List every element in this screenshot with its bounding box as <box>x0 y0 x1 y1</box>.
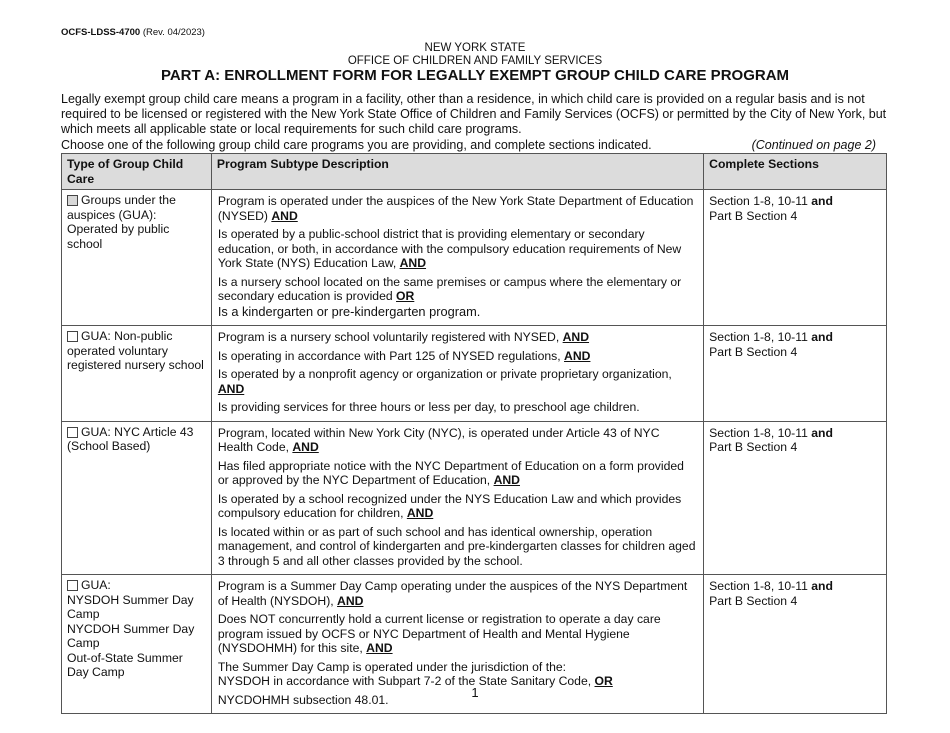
checkbox-gua-nursery-school[interactable] <box>67 331 78 342</box>
sections-keyword: and <box>811 330 833 344</box>
sections-cell <box>704 326 887 422</box>
keyword: AND <box>493 473 520 487</box>
type-cell <box>62 421 212 575</box>
description-text: Is a kindergarten or pre-kindergarten program. <box>217 303 481 319</box>
checkbox-gua-summer-day-camp[interactable] <box>67 580 78 591</box>
description-text: NYSDOH in accordance with Subpart 7-2 of the State Sanitary Code, <box>217 674 595 688</box>
intro-paragraph: Legally exempt group child care means a program in a facility, other than a residence, in which child care is provided on a regular basis and is not required to be licensed or registered with the New York State Office of Children and Family Services (OCFS) or permitted by the City of New York, but which meets all applicable state or local requirements for such child care programs. <box>61 92 887 136</box>
continued-note: (Continued on page 2) <box>751 138 876 152</box>
keyword: OR <box>396 289 415 303</box>
type-cell <box>62 326 212 422</box>
header-state: NEW YORK STATE <box>424 42 526 54</box>
type-label: Out-of-State Summer Day Camp <box>67 650 183 679</box>
keyword: AND <box>337 593 364 608</box>
description-text: Is a nursery school located on the same premises or campus where the elementary or secondary education is provided <box>217 274 682 303</box>
description-text: Is providing services for three hours or less per day, to preschool age children. <box>217 400 640 414</box>
type-label: GUA: <box>81 578 111 592</box>
type-label: Groups under the auspices (GUA): <box>67 193 176 222</box>
sections-part-b: Part B Section 4 <box>709 440 798 454</box>
type-label: NYSDOH Summer Day Camp <box>67 592 194 621</box>
description-text: Program is operated under the auspices of the New York State Department of Education (NYSED) <box>217 194 694 223</box>
page-title: PART A: ENROLLMENT FORM FOR LEGALLY EXEMPT GROUP CHILD CARE PROGRAM <box>160 67 790 84</box>
description-cell <box>211 190 703 326</box>
table-row <box>62 326 887 422</box>
description-text: Does NOT concurrently hold a current license or registration to operate a day care program issued by OCFS or NYC Department of Health and Mental Hygiene (NYSDOHMH) for this site, <box>217 612 661 655</box>
sections-keyword: and <box>811 579 833 593</box>
header-type: Type of Group Child Care <box>62 154 212 190</box>
sections-text: Section 1-8, 10-11 <box>709 425 812 440</box>
type-label: GUA: Non-public operated voluntary registered nursery school <box>67 329 204 372</box>
header-sections: Complete Sections <box>704 154 887 190</box>
type-label: NYCDOH Summer Day Camp <box>67 621 195 650</box>
keyword: AND <box>399 256 427 270</box>
keyword: AND <box>217 381 245 396</box>
program-table <box>61 153 887 714</box>
page-number: 1 <box>471 685 479 700</box>
description-text: Program, located within New York City (NYC), is operated under Article 43 of NYC Health Code, <box>217 425 660 454</box>
sections-cell <box>704 421 887 575</box>
sections-cell <box>704 190 887 326</box>
description-text: Program is a Summer Day Camp operating under the auspices of the NYS Department of Health (NYSDOH), <box>217 579 688 608</box>
checkbox-gua-public-school[interactable] <box>67 195 78 206</box>
checkbox-gua-nyc-article-43[interactable] <box>67 427 78 438</box>
keyword: AND <box>564 348 591 363</box>
description-text: Is located within or as part of such school and has identical ownership, operation management, and control of kindergarten and pre-kindergarten classes for children aged 3 through 5 and all other classes provided by the school. <box>217 524 696 568</box>
table-row <box>62 421 887 575</box>
type-label: GUA: NYC Article 43 (School Based) <box>67 424 194 453</box>
description-text: The Summer Day Camp is operated under the jurisdiction of the: <box>217 659 567 674</box>
description-text: Is operated by a nonprofit agency or organization or private proprietary organization, <box>217 367 672 381</box>
description-text: Is operated by a public-school district that is providing elementary or secondary education, or both, in accordance with the compulsory education requirements of New York State (NYS) Education Law, <box>217 227 682 270</box>
keyword: AND <box>271 208 298 223</box>
description-text: Has filed appropriate notice with the NYC Department of Education on a form provided or approved by the NYC Department of Education, <box>217 458 684 487</box>
sections-keyword: and <box>811 194 833 208</box>
description-text: Is operating in accordance with Part 125 of NYSED regulations, <box>217 348 565 363</box>
header-office: OFFICE OF CHILDREN AND FAMILY SERVICES <box>347 55 603 67</box>
description-cell <box>211 326 703 422</box>
keyword: AND <box>562 330 590 344</box>
sections-text: Section 1-8, 10-11 <box>709 330 812 344</box>
form-revision: (Rev. 04/2023) <box>140 27 205 38</box>
keyword: AND <box>406 506 434 520</box>
type-label: Operated by public school <box>67 222 170 251</box>
sections-text: Section 1-8, 10-11 <box>709 579 812 593</box>
instruction-text: Choose one of the following group child care programs you are providing, and complete sections indicated. <box>61 138 652 152</box>
form-number: OCFS-LDSS-4700 <box>61 27 141 38</box>
form-id <box>61 27 205 38</box>
sections-part-b: Part B Section 4 <box>709 593 798 608</box>
type-cell <box>62 190 212 326</box>
keyword: OR <box>594 674 613 688</box>
description-cell <box>211 421 703 575</box>
sections-part-b: Part B Section 4 <box>709 344 798 359</box>
table-row <box>62 190 887 326</box>
keyword: AND <box>366 641 393 655</box>
description-text: Is operated by a school recognized under the NYS Education Law and which provides compulsory education for children, <box>217 491 682 520</box>
header-description: Program Subtype Description <box>211 154 703 190</box>
description-text: Program is a nursery school voluntarily registered with NYSED, <box>217 330 563 344</box>
sections-text: Section 1-8, 10-11 <box>709 194 812 208</box>
table-header-row <box>62 154 887 190</box>
sections-keyword: and <box>811 425 833 440</box>
keyword: AND <box>292 440 319 454</box>
description-text: NYCDOHMH subsection 48.01. <box>217 692 389 707</box>
sections-part-b: Part B Section 4 <box>709 208 798 223</box>
